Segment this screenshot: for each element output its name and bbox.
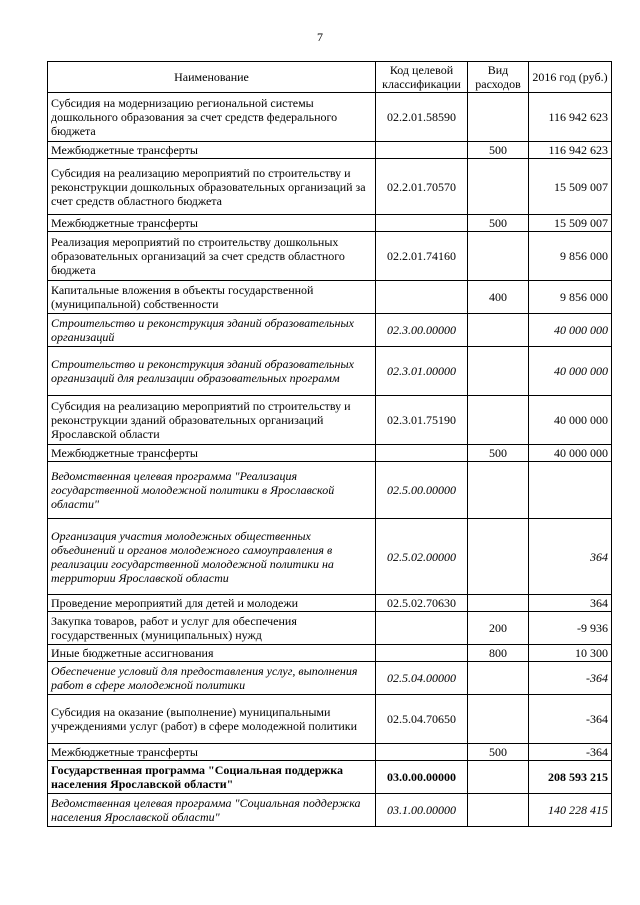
cell-code xyxy=(376,744,468,761)
cell-code xyxy=(376,142,468,159)
table-row xyxy=(48,159,612,215)
cell-amount: 9 856 000 xyxy=(529,232,612,281)
table-row xyxy=(48,347,612,396)
cell-code: 03.1.00.00000 xyxy=(376,794,468,827)
cell-code: 02.5.04.70650 xyxy=(376,695,468,744)
cell-type: 400 xyxy=(468,281,529,314)
cell-amount xyxy=(529,462,612,519)
cell-name: Закупка товаров, работ и услуг для обеспечения государственных (муниципальных) нужд xyxy=(48,612,376,645)
header-code: Код целевой классификации xyxy=(376,62,468,93)
cell-name: Межбюджетные трансферты xyxy=(48,142,376,159)
table-row xyxy=(48,595,612,612)
cell-type xyxy=(468,232,529,281)
cell-type xyxy=(468,662,529,695)
table-body xyxy=(48,93,612,827)
cell-code xyxy=(376,215,468,232)
cell-amount: -364 xyxy=(529,662,612,695)
cell-name: Субсидия на реализацию мероприятий по строительству и реконструкции дошкольных образовательных организаций за счет средств областного бюджета xyxy=(48,159,376,215)
cell-amount: 364 xyxy=(529,519,612,595)
table-row xyxy=(48,761,612,794)
cell-name: Капитальные вложения в объекты государственной (муниципальной) собственности xyxy=(48,281,376,314)
cell-name: Субсидия на модернизацию региональной системы дошкольного образования за счет средств федерального бюджета xyxy=(48,93,376,142)
cell-code xyxy=(376,645,468,662)
cell-amount: 116 942 623 xyxy=(529,142,612,159)
cell-name: Государственная программа "Социальная поддержка населения Ярославской области" xyxy=(48,761,376,794)
table-row xyxy=(48,519,612,595)
cell-type xyxy=(468,595,529,612)
table-row xyxy=(48,396,612,445)
cell-amount: 40 000 000 xyxy=(529,347,612,396)
cell-amount: 15 509 007 xyxy=(529,215,612,232)
cell-name: Ведомственная целевая программа "Социальная поддержка населения Ярославской области" xyxy=(48,794,376,827)
cell-amount: -9 936 xyxy=(529,612,612,645)
cell-amount: 140 228 415 xyxy=(529,794,612,827)
cell-name: Реализация мероприятий по строительству дошкольных образовательных организаций за счет средств областного бюджета xyxy=(48,232,376,281)
cell-name: Организация участия молодежных общественных объединений и органов молодежного самоуправления в реализации государственной молодежной политики на территории Ярославской области xyxy=(48,519,376,595)
table-row xyxy=(48,794,612,827)
cell-name: Субсидия на оказание (выполнение) муниципальными учреждениями услуг (работ) в сфере молодежной политики xyxy=(48,695,376,744)
table-row xyxy=(48,281,612,314)
cell-code: 02.2.01.70570 xyxy=(376,159,468,215)
cell-name: Проведение мероприятий для детей и молодежи xyxy=(48,595,376,612)
cell-code: 02.3.01.75190 xyxy=(376,396,468,445)
cell-code: 02.3.00.00000 xyxy=(376,314,468,347)
table-row xyxy=(48,215,612,232)
cell-name: Строительство и реконструкция зданий образовательных организаций для реализации образовательных программ xyxy=(48,347,376,396)
cell-code xyxy=(376,445,468,462)
cell-amount: 40 000 000 xyxy=(529,396,612,445)
page-number: 7 xyxy=(317,30,323,44)
table-row xyxy=(48,612,612,645)
table-row xyxy=(48,93,612,142)
cell-amount: -364 xyxy=(529,695,612,744)
cell-name: Межбюджетные трансферты xyxy=(48,215,376,232)
cell-type xyxy=(468,347,529,396)
cell-amount: 208 593 215 xyxy=(529,761,612,794)
table-row xyxy=(48,462,612,519)
cell-amount: -364 xyxy=(529,744,612,761)
cell-amount: 40 000 000 xyxy=(529,445,612,462)
cell-amount: 15 509 007 xyxy=(529,159,612,215)
cell-name: Субсидия на реализацию мероприятий по строительству и реконструкции зданий образовательных организаций Ярославской области xyxy=(48,396,376,445)
cell-code: 02.2.01.74160 xyxy=(376,232,468,281)
cell-type xyxy=(468,761,529,794)
cell-type: 500 xyxy=(468,744,529,761)
cell-name: Межбюджетные трансферты xyxy=(48,445,376,462)
cell-type: 500 xyxy=(468,445,529,462)
cell-type: 500 xyxy=(468,142,529,159)
cell-name: Межбюджетные трансферты xyxy=(48,744,376,761)
cell-type xyxy=(468,396,529,445)
table-row xyxy=(48,445,612,462)
cell-amount: 116 942 623 xyxy=(529,93,612,142)
cell-code xyxy=(376,281,468,314)
header-amount: 2016 год (руб.) xyxy=(529,62,612,93)
cell-code: 02.5.04.00000 xyxy=(376,662,468,695)
table-header-row xyxy=(48,62,612,93)
cell-name: Иные бюджетные ассигнования xyxy=(48,645,376,662)
budget-table xyxy=(47,61,612,827)
cell-amount: 364 xyxy=(529,595,612,612)
cell-type: 200 xyxy=(468,612,529,645)
cell-amount: 9 856 000 xyxy=(529,281,612,314)
table-row xyxy=(48,645,612,662)
cell-amount: 40 000 000 xyxy=(529,314,612,347)
cell-code: 02.5.00.00000 xyxy=(376,462,468,519)
table-row xyxy=(48,232,612,281)
cell-type: 500 xyxy=(468,215,529,232)
cell-code: 03.0.00.00000 xyxy=(376,761,468,794)
cell-type: 800 xyxy=(468,645,529,662)
header-type: Вид расходов xyxy=(468,62,529,93)
cell-type xyxy=(468,794,529,827)
cell-type xyxy=(468,93,529,142)
cell-name: Строительство и реконструкция зданий образовательных организаций xyxy=(48,314,376,347)
header-name: Наименование xyxy=(48,62,376,93)
cell-type xyxy=(468,314,529,347)
cell-type xyxy=(468,519,529,595)
table-row xyxy=(48,695,612,744)
cell-type xyxy=(468,462,529,519)
cell-amount: 10 300 xyxy=(529,645,612,662)
cell-type xyxy=(468,695,529,744)
table-row xyxy=(48,142,612,159)
cell-type xyxy=(468,159,529,215)
table-row xyxy=(48,662,612,695)
cell-name: Ведомственная целевая программа "Реализация государственной молодежной политики в Ярославской области" xyxy=(48,462,376,519)
cell-code: 02.2.01.58590 xyxy=(376,93,468,142)
table-row xyxy=(48,314,612,347)
table-row xyxy=(48,744,612,761)
cell-name: Обеспечение условий для предоставления услуг, выполнения работ в сфере молодежной политики xyxy=(48,662,376,695)
cell-code: 02.5.02.00000 xyxy=(376,519,468,595)
cell-code: 02.5.02.70630 xyxy=(376,595,468,612)
cell-code xyxy=(376,612,468,645)
cell-code: 02.3.01.00000 xyxy=(376,347,468,396)
